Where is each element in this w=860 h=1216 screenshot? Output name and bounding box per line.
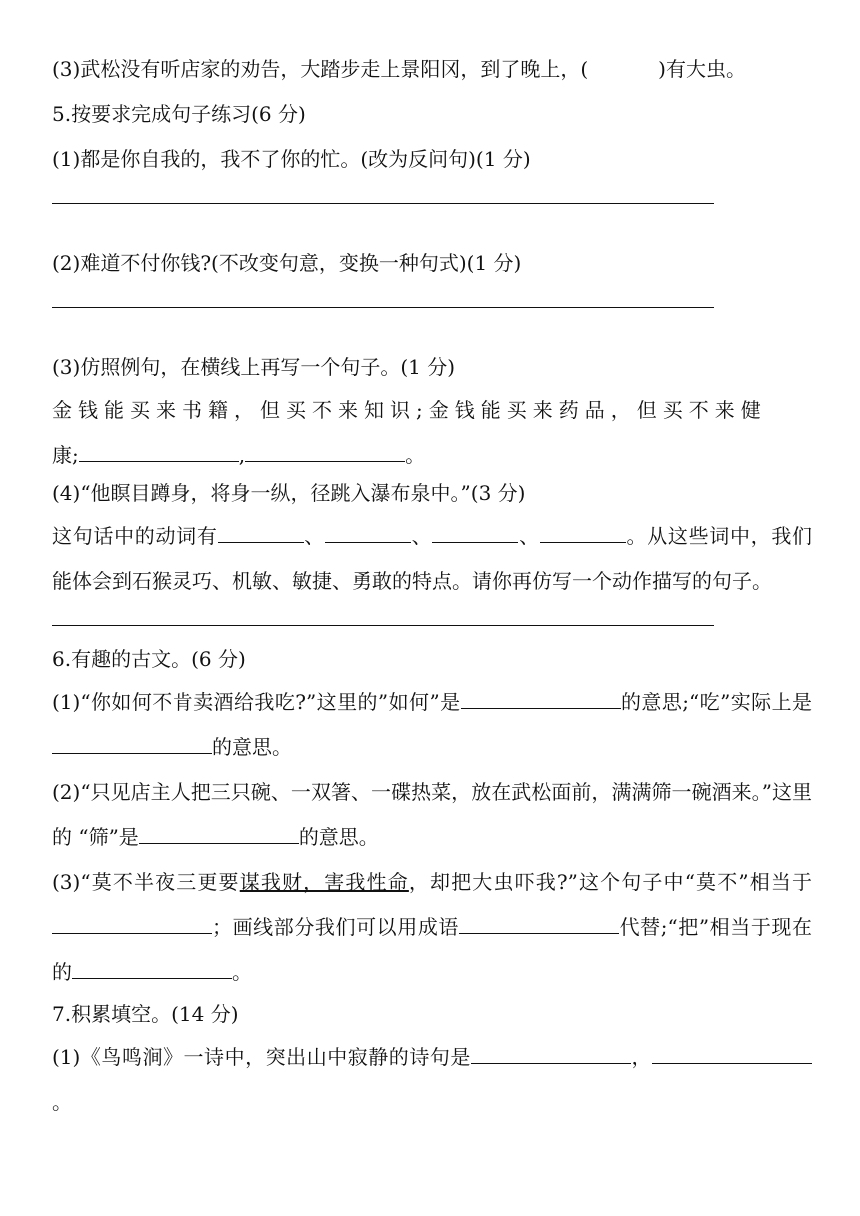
q7-title: 7.积累填空。(14 分) xyxy=(52,1002,239,1026)
q6-item3-c: ；画线部分我们可以用成语 xyxy=(212,915,459,939)
q4-item3-after: )有大虫。 xyxy=(658,57,746,81)
q7-item1 xyxy=(52,1035,812,1125)
q5-item3-cont-start: 康; xyxy=(52,443,79,467)
q6-item1-c: 的意思。 xyxy=(212,735,292,759)
q4-item3-blank[interactable] xyxy=(588,56,658,76)
q7-item1-end: 。 xyxy=(52,1090,72,1114)
q5-item4: (4)“他瞑目蹲身，将身一纵，径跳入瀑布泉中。”(3 分) xyxy=(52,481,526,505)
q5-item3-end: 。 xyxy=(405,443,426,467)
q6-item2 xyxy=(52,770,812,860)
q6-title: 6.有趣的古文。(6 分) xyxy=(52,647,246,671)
q5-item4-body xyxy=(52,514,812,604)
q7-item1-a: (1)《鸟鸣涧》一诗中，突出山中寂静的诗句是 xyxy=(52,1045,471,1069)
q4-item3-before: (3)武松没有听店家的劝告，大踏步走上景阳冈，到了晚上，( xyxy=(52,57,589,81)
q6-item2-b: 的意思。 xyxy=(298,825,379,849)
q6-item3-d: 代替;“把”相当于现在的 xyxy=(52,915,813,984)
q5-item3-example-text: 金钱能买来书籍，但买不来知识;金钱能买来药品，但买不来健 xyxy=(52,398,767,422)
q6-item2-blank[interactable] xyxy=(139,823,299,844)
q5-item3-blank-2[interactable] xyxy=(245,441,405,462)
q5-item1: (1)都是你自我的，我不了你的忙。(改为反问句)(1 分) xyxy=(52,147,531,171)
q6-item1-b: 的意思;“吃”实际上是 xyxy=(620,690,813,714)
q5-item1-answer-line[interactable] xyxy=(52,202,714,204)
q6-item3-blank-2[interactable] xyxy=(459,913,619,934)
q6-item2-a: (2)“只见店主人把三只碗、一双箸、一碟热菜，放在武松面前，满满筛一碗酒来。”这里的 “筛”是 xyxy=(52,780,812,849)
q5-item4-sep-2: 、 xyxy=(410,524,433,548)
q5-item4-p1-end: 。从这些词中，我们能体会到石猴灵巧、机敏、敏捷、勇敢的特点。请你再仿写一个动作描写的句子。 xyxy=(52,524,813,593)
q6-item3-blank-3[interactable] xyxy=(72,958,232,979)
q5-item4-blank-2[interactable] xyxy=(325,522,411,543)
q5-item4-sep-1: 、 xyxy=(303,524,325,548)
q5-item4-p1-start: 这句话中的动词有 xyxy=(52,524,218,548)
q6-item3-blank-1[interactable] xyxy=(52,913,212,934)
q6-item1 xyxy=(52,680,812,770)
q6-item3-b: ，却把大虫吓我?”这个句子中“莫不”相当于 xyxy=(408,870,813,894)
q5-item3-comma: , xyxy=(238,443,246,467)
q5-item3-blank-1[interactable] xyxy=(79,441,239,462)
q5-item3: (3)仿照例句，在横线上再写一个句子。(1 分) xyxy=(52,355,456,379)
q5-item2: (2)难道不付你钱?(不改变句意，变换一种句式)(1 分) xyxy=(52,251,522,275)
exam-page xyxy=(52,54,812,1125)
q5-title: 5.按要求完成句子练习(6 分) xyxy=(52,102,306,126)
q7-item1-comma: ， xyxy=(630,1045,652,1069)
q5-item2-answer-line[interactable] xyxy=(52,306,714,308)
q6-item1-blank-2[interactable] xyxy=(52,733,212,754)
q7-item1-blank-2[interactable] xyxy=(652,1043,812,1064)
q5-item4-blank-4[interactable] xyxy=(540,522,626,543)
q4-item3 xyxy=(52,54,812,84)
q6-item3-a: (3)“莫不半夜三更要 xyxy=(52,870,240,894)
q6-item3-underlined: 谋我财，害我性命 xyxy=(239,870,409,894)
q7-item1-blank-1[interactable] xyxy=(471,1043,631,1064)
q6-item1-a: (1)“你如何不肯卖酒给我吃?”这里的”如何”是 xyxy=(52,690,461,714)
q5-item4-blank-3[interactable] xyxy=(432,522,518,543)
q5-item4-answer-line[interactable] xyxy=(52,624,714,626)
q5-item3-example xyxy=(52,388,812,478)
q6-item3-e: 。 xyxy=(232,960,252,984)
q6-item1-blank-1[interactable] xyxy=(461,688,621,709)
q5-item4-blank-1[interactable] xyxy=(218,522,304,543)
q6-item3 xyxy=(52,860,812,995)
q5-item4-sep-3: 、 xyxy=(518,524,540,548)
